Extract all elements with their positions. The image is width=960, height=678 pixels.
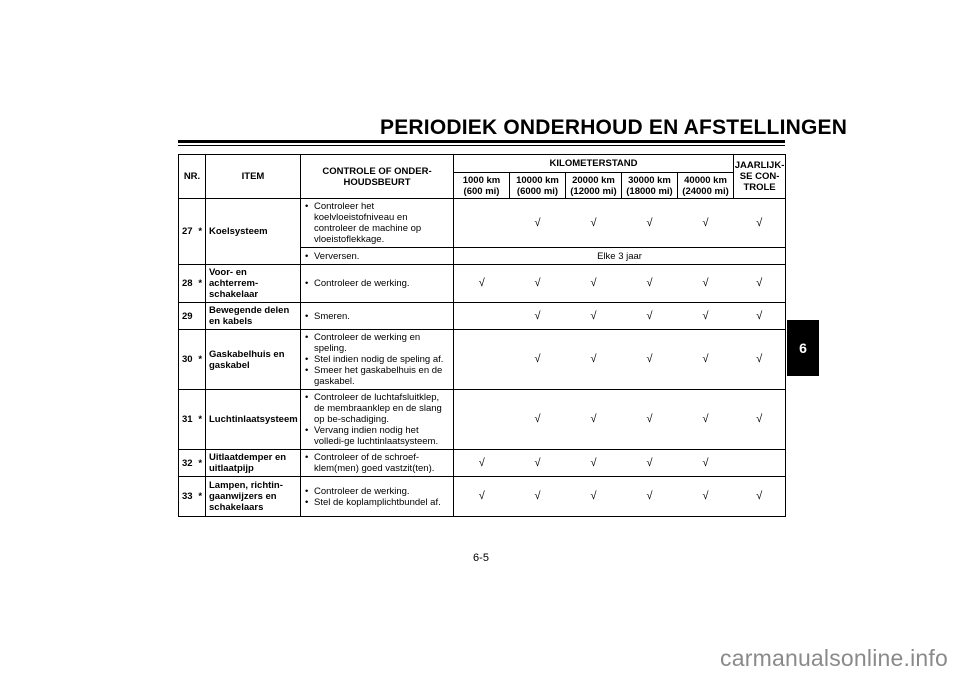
check-mark: √: [678, 390, 734, 450]
check-mark: √: [734, 477, 786, 517]
check-mark: √: [566, 477, 622, 517]
check-mark: √: [566, 199, 622, 248]
description-list: [304, 392, 450, 447]
description-item: • Controleer het koelvloeistofniveau en controleer de machine op vloeistoflekkage.: [304, 201, 450, 245]
check-mark: √: [622, 477, 678, 517]
empty-cell: [454, 330, 510, 390]
check-mark: √: [622, 199, 678, 248]
row-number: 33: [179, 477, 196, 517]
empty-cell: [734, 450, 786, 477]
item-name: Uitlaatdemper en uitlaatpijp: [206, 450, 301, 477]
description-list: [304, 201, 450, 245]
check-mark: √: [622, 265, 678, 303]
periodic-marker: *: [196, 265, 206, 303]
title-rule-thin: [178, 145, 785, 146]
row-number: 27: [179, 199, 196, 265]
check-mark: √: [566, 303, 622, 330]
row-number: 28: [179, 265, 196, 303]
check-mark: √: [678, 477, 734, 517]
check-mark: √: [454, 265, 510, 303]
check-description: [301, 265, 454, 303]
header-odometer: KILOMETERSTAND: [454, 155, 734, 173]
row-number: 32: [179, 450, 196, 477]
check-mark: √: [622, 450, 678, 477]
check-mark: √: [734, 390, 786, 450]
title-rule: [178, 140, 785, 143]
check-mark: √: [454, 477, 510, 517]
description-item: • Vervang indien nodig het volledi-ge luchtinlaatsysteem.: [304, 425, 450, 447]
item-name: Luchtinlaatsysteem: [206, 390, 301, 450]
check-mark: √: [510, 303, 566, 330]
check-mark: √: [510, 199, 566, 248]
description-item: • Controleer de luchtafsluitklep, de membraanklep en de slang op be-schadiging.: [304, 392, 450, 425]
periodic-marker: *: [196, 477, 206, 517]
header-interval: 30000 km (18000 mi): [622, 173, 678, 199]
check-mark: √: [566, 330, 622, 390]
check-mark: √: [678, 330, 734, 390]
description-item: • Controleer de werking.: [304, 486, 450, 497]
empty-cell: [454, 390, 510, 450]
description-item: • Controleer de werking en speling.: [304, 332, 450, 354]
check-description: [301, 450, 454, 477]
item-name: Voor- en achterrem- schakelaar: [206, 265, 301, 303]
description-item: • Smeer het gaskabelhuis en de gaskabel.: [304, 365, 450, 387]
row-number: 29: [179, 303, 196, 330]
description-item: • Controleer of de schroef-klem(men) goed vastzit(ten).: [304, 452, 450, 474]
table-row: [179, 199, 786, 248]
header-interval: 20000 km (12000 mi): [566, 173, 622, 199]
periodic-marker: *: [196, 390, 206, 450]
description-list: [304, 251, 450, 262]
check-mark: √: [622, 390, 678, 450]
header-nr: NR.: [179, 155, 206, 199]
check-description: [301, 303, 454, 330]
check-mark: √: [566, 265, 622, 303]
check-mark: √: [678, 199, 734, 248]
item-name: Gaskabelhuis en gaskabel: [206, 330, 301, 390]
description-list: [304, 486, 450, 508]
watermark: carmanualsonline.info: [720, 645, 948, 671]
description-list: [304, 311, 450, 322]
description-list: [304, 332, 450, 387]
check-description: [301, 390, 454, 450]
check-mark: √: [678, 265, 734, 303]
check-mark: √: [734, 303, 786, 330]
periodic-marker: *: [196, 330, 206, 390]
chapter-tab[interactable]: 6: [787, 320, 819, 376]
periodic-marker: *: [196, 199, 206, 265]
check-description: [301, 248, 454, 265]
empty-cell: [454, 303, 510, 330]
periodic-marker: [196, 303, 206, 330]
description-item: • Stel indien nodig de speling af.: [304, 354, 450, 365]
row-number: 31: [179, 390, 196, 450]
page-title: PERIODIEK ONDERHOUD EN AFSTELLINGEN: [380, 116, 848, 139]
description-item: • Verversen.: [304, 251, 450, 262]
check-mark: √: [734, 265, 786, 303]
description-item: • Controleer de werking.: [304, 278, 450, 289]
check-mark: √: [622, 330, 678, 390]
check-mark: √: [678, 303, 734, 330]
maintenance-table: [178, 154, 786, 517]
table-row: [179, 477, 786, 517]
row-number: 30: [179, 330, 196, 390]
check-mark: √: [734, 330, 786, 390]
check-mark: √: [678, 450, 734, 477]
item-name: Koelsysteem: [206, 199, 301, 265]
check-mark: √: [566, 450, 622, 477]
check-mark: √: [454, 450, 510, 477]
check-description: [301, 199, 454, 248]
interval-note: Elke 3 jaar: [454, 248, 786, 265]
check-mark: √: [622, 303, 678, 330]
empty-cell: [454, 199, 510, 248]
table-row: [179, 330, 786, 390]
header-interval: 10000 km (6000 mi): [510, 173, 566, 199]
check-mark: √: [566, 390, 622, 450]
header-interval: 40000 km (24000 mi): [678, 173, 734, 199]
check-mark: √: [510, 265, 566, 303]
periodic-marker: *: [196, 450, 206, 477]
check-mark: √: [734, 199, 786, 248]
check-mark: √: [510, 330, 566, 390]
header-annual: JAARLIJK- SE CON- TROLE: [734, 155, 786, 199]
item-name: Bewegende delen en kabels: [206, 303, 301, 330]
item-name: Lampen, richtin- gaanwijzers en schakelaars: [206, 477, 301, 517]
header-item: ITEM: [206, 155, 301, 199]
description-list: [304, 278, 450, 289]
check-mark: √: [510, 390, 566, 450]
description-list: [304, 452, 450, 474]
check-mark: √: [510, 450, 566, 477]
table-row: [179, 450, 786, 477]
description-item: • Stel de koplamplichtbundel af.: [304, 497, 450, 508]
description-item: • Smeren.: [304, 311, 450, 322]
page-number: 6-5: [473, 552, 489, 564]
table-row: [179, 265, 786, 303]
check-mark: √: [510, 477, 566, 517]
header-check: CONTROLE OF ONDER- HOUDSBEURT: [301, 155, 454, 199]
check-description: [301, 477, 454, 517]
table-row: [179, 303, 786, 330]
header-interval: 1000 km (600 mi): [454, 173, 510, 199]
check-description: [301, 330, 454, 390]
table-row: [179, 390, 786, 450]
